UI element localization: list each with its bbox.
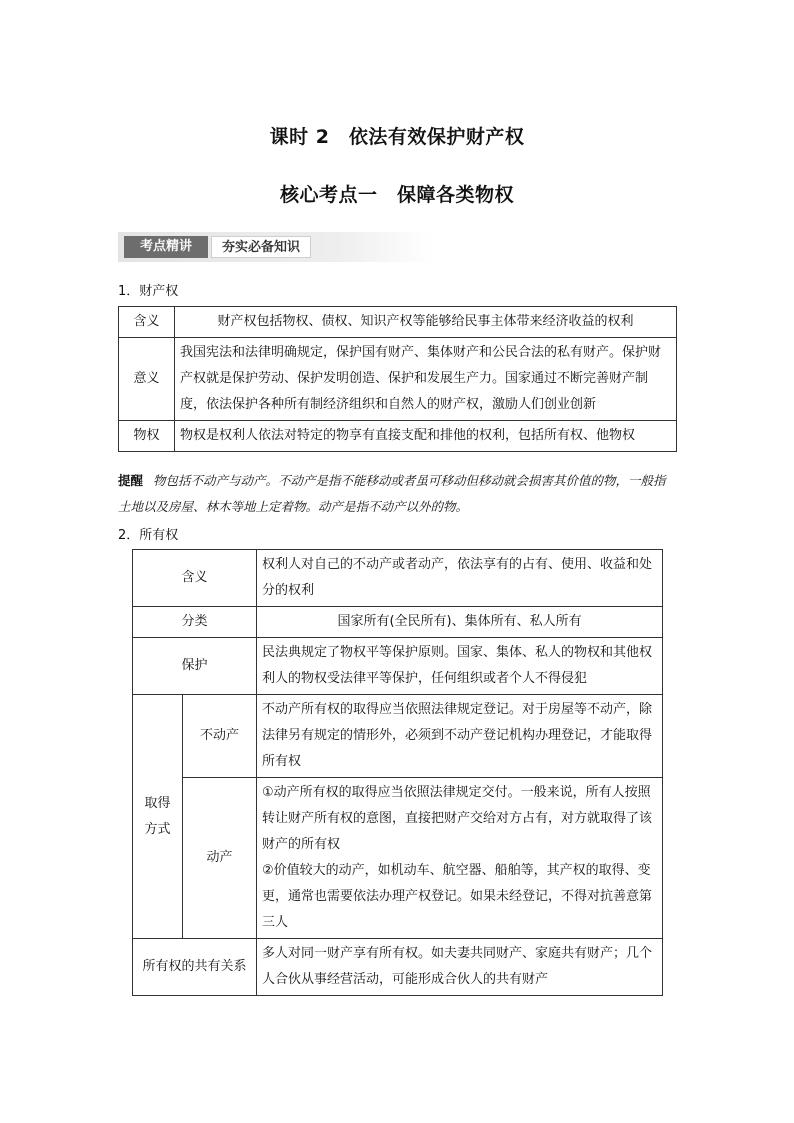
row-label: 含义 — [119, 307, 175, 338]
table-row — [133, 939, 663, 996]
row-content: 物权是权利人依法对特定的物享有直接支配和排他的权利，包括所有权、他物权 — [175, 421, 677, 452]
row-content: 国家所有(全民所有)、集体所有、私人所有 — [257, 607, 663, 638]
reminder-text: 物包括不动产与动产。不动产是指不能移动或者虽可移动但移动就会损害其价值的物，一般指土地以及房屋、林木等地上定着物。动产是指不动产以外的物。 — [118, 473, 666, 514]
movable-point-1: ①动产所有权的取得应当依照法律规定交付。一般来说，所有人按照转让财产所有权的意图，直接把财产交给对方占有，对方就取得了该财产的所有权 — [262, 785, 653, 852]
reminder-label: 提醒 — [118, 473, 144, 488]
reminder-note — [118, 468, 678, 520]
table-row — [119, 307, 677, 338]
row-sublabel: 不动产 — [183, 695, 257, 778]
point-title: 核心考点一 保障各类物权 — [279, 184, 514, 206]
row-label: 取得方式 — [133, 695, 183, 939]
row-content: 权利人对自己的不动产或者动产，依法享有的占有、使用、收益和处分的权利 — [257, 550, 663, 607]
table-row — [133, 550, 663, 607]
table-row — [133, 607, 663, 638]
row-sublabel: 动产 — [183, 778, 257, 939]
table-row — [133, 695, 663, 778]
row-content — [257, 778, 663, 939]
banner-subtitle: 夯实必备知识 — [211, 236, 311, 258]
section1-heading: 1．财产权 — [118, 284, 179, 299]
ownership-table — [132, 549, 663, 996]
row-content: 不动产所有权的取得应当依照法律规定登记。对于房屋等不动产，除法律另有规定的情形外，必须到不动产登记机构办理登记，才能取得所有权 — [257, 695, 663, 778]
section2-heading: 2．所有权 — [118, 528, 179, 543]
property-rights-table — [118, 306, 677, 452]
table-row — [133, 638, 663, 695]
table-row — [133, 778, 663, 939]
row-label: 含义 — [133, 550, 257, 607]
table-row — [119, 338, 677, 421]
row-label: 意义 — [119, 338, 175, 421]
row-content: 我国宪法和法律明确规定，保护国有财产、集体财产和公民合法的私有财产。保护财产权就是保护劳动、保护发明创造、保护和发展生产力。国家通过不断完善财产制度，依法保护各种所有制经济组织和自然人的财产权，激励人们创业创新 — [175, 338, 677, 421]
lesson-title: 课时 2 依法有效保护财产权 — [269, 126, 525, 148]
table-row — [119, 421, 677, 452]
row-label: 所有权的共有关系 — [133, 939, 257, 996]
banner-tag: 考点精讲 — [124, 236, 208, 258]
row-label: 分类 — [133, 607, 257, 638]
row-content: 多人对同一财产享有所有权。如夫妻共同财产、家庭共有财产；几个人合伙从事经营活动，可能形成合伙人的共有财产 — [257, 939, 663, 996]
row-content: 财产权包括物权、债权、知识产权等能够给民事主体带来经济收益的权利 — [175, 307, 677, 338]
row-content: 民法典规定了物权平等保护原则。国家、集体、私人的物权和其他权利人的物权受法律平等保护，任何组织或者个人不得侵犯 — [257, 638, 663, 695]
movable-point-2: ②价值较大的动产，如机动车、航空器、船舶等，其产权的取得、变更，通常也需要依法办理产权登记。如果未经登记，不得对抗善意第三人 — [262, 863, 653, 930]
row-label: 保护 — [133, 638, 257, 695]
row-label: 物权 — [119, 421, 175, 452]
